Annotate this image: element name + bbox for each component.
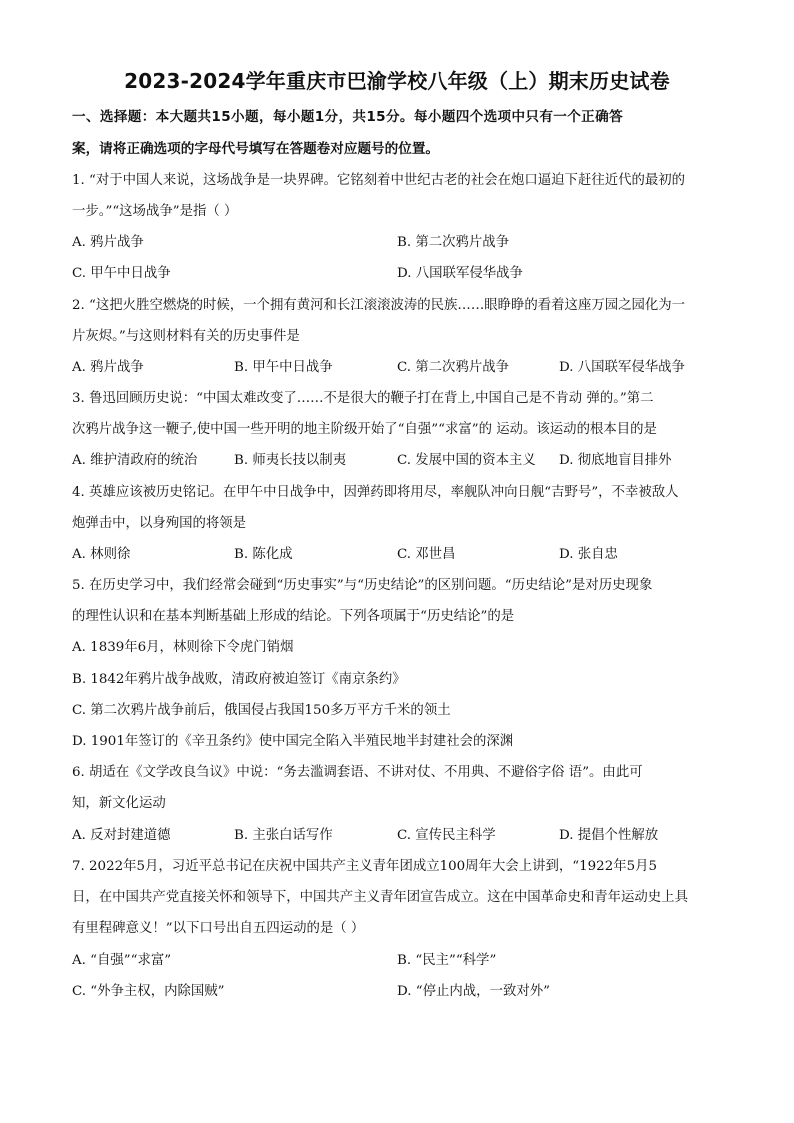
question-1-option-a[interactable]: A. 鸦片战争 xyxy=(72,235,144,250)
question-6-option-c[interactable]: C. 宣传民主科学 xyxy=(397,828,496,843)
question-7-option-d[interactable]: D. “停止内战，一致对外” xyxy=(397,984,550,999)
question-7-option-c[interactable]: C. “外争主权，内除国贼” xyxy=(72,984,225,999)
exam-title: 2023-2024学年重庆市巴渝学校八年级（上）期末历史试卷 xyxy=(124,69,670,93)
question-2-stem-line-2: 片灰烬。”与这则材料有关的历史事件是 xyxy=(72,329,300,344)
question-5-option-b[interactable]: B. 1842年鸦片战争战败，清政府被迫签订《南京条约》 xyxy=(72,672,406,687)
question-3-option-b[interactable]: B. 师夷长技以制夷 xyxy=(234,453,347,468)
question-6-option-b[interactable]: B. 主张白话写作 xyxy=(234,828,333,843)
question-2-option-a[interactable]: A. 鸦片战争 xyxy=(72,360,144,375)
question-7-option-b[interactable]: B. “民主”“科学” xyxy=(397,953,497,968)
question-1-stem-line-1: 1. “对于中国人来说，这场战争是一块界碑。它铭刻着中世纪古老的社会在炮口逼迫下赶往近代的最初的 xyxy=(72,173,686,188)
question-3-stem-line-1: 3. 鲁迅回顾历史说：“中国太难改变了……不是很大的鞭子打在背上,中国自己是不肯动 弹的。”第二 xyxy=(72,391,654,406)
question-5-option-c[interactable]: C. 第二次鸦片战争前后，俄国侵占我国150多万平方千米的领土 xyxy=(72,703,451,718)
question-7-stem-line-2: 日，在中国共产党直接关怀和领导下，中国共产主义青年团宣告成立。这在中国革命史和青年运动史上具 xyxy=(72,890,688,905)
question-5-option-d[interactable]: D. 1901年签订的《辛丑条约》使中国完全陷入半殖民地半封建社会的深渊 xyxy=(72,734,514,749)
question-6-stem-line-2: 知，新文化运动 xyxy=(72,796,166,811)
question-2-option-b[interactable]: B. 甲午中日战争 xyxy=(234,360,333,375)
question-3-option-d[interactable]: D. 彻底地盲目排外 xyxy=(559,453,672,468)
question-6-option-a[interactable]: A. 反对封建道德 xyxy=(72,828,171,843)
question-5-stem-line-1: 5. 在历史学习中，我们经常会碰到“历史事实”与“历史结论”的区别问题。“历史结论”是对历史现象 xyxy=(72,578,653,593)
question-4-option-b[interactable]: B. 陈化成 xyxy=(234,547,293,562)
question-6-option-d[interactable]: D. 提倡个性解放 xyxy=(559,828,659,843)
question-4-stem-line-1: 4. 英雄应该被历史铭记。在甲午中日战争中，因弹药即将用尽，率舰队冲向日舰“吉野号”，不幸被敌人 xyxy=(72,485,679,500)
question-1-stem-line-2: 一步。”“这场战争”是指（ ） xyxy=(72,204,238,219)
section-instruction-line-2: 案，请将正确选项的字母代号填写在答题卷对应题号的位置。 xyxy=(72,141,440,157)
question-5-stem-line-2: 的理性认识和在基本判断基础上形成的结论。下列各项属于“历史结论”的是 xyxy=(72,609,515,624)
question-3-stem-line-2: 次鸦片战争这一鞭子,使中国一些开明的地主阶级开始了“自强”“求富”的 运动。该运动的根本目的是 xyxy=(72,422,657,437)
question-1-option-c[interactable]: C. 甲午中日战争 xyxy=(72,266,171,281)
question-3-option-c[interactable]: C. 发展中国的资本主义 xyxy=(397,453,536,468)
question-6-stem-line-1: 6. 胡适在《文学改良刍议》中说：“务去滥调套语、不讲对仗、不用典、不避俗字俗 语”。由此可 xyxy=(72,765,643,780)
question-2-option-d[interactable]: D. 八国联军侵华战争 xyxy=(559,360,685,375)
question-5-option-a[interactable]: A. 1839年6月，林则徐下令虎门销烟 xyxy=(72,640,294,655)
question-1-option-d[interactable]: D. 八国联军侵华战争 xyxy=(397,266,523,281)
question-4-option-a[interactable]: A. 林则徐 xyxy=(72,547,131,562)
question-7-option-a[interactable]: A. “自强”“求富” xyxy=(72,953,172,968)
question-2-option-c[interactable]: C. 第二次鸦片战争 xyxy=(397,360,510,375)
question-1-option-b[interactable]: B. 第二次鸦片战争 xyxy=(397,235,510,250)
section-instruction-line-1: 一、选择题：本大题共15小题，每小题1分，共15分。每小题四个选项中只有一个正确答 xyxy=(72,109,624,125)
question-4-option-d[interactable]: D. 张自忠 xyxy=(559,547,618,562)
question-3-option-a[interactable]: A. 维护清政府的统治 xyxy=(72,453,198,468)
question-4-option-c[interactable]: C. 邓世昌 xyxy=(397,547,456,562)
question-7-stem-line-1: 7. 2022年5月，习近平总书记在庆祝中国共产主义青年团成立100周年大会上讲到，“1922年5月5 xyxy=(72,859,658,874)
question-2-stem-line-1: 2. “这把火胜空燃烧的时候，一个拥有黄河和长江滚滚波涛的民族……眼睁睁的看着这座万园之园化为一 xyxy=(72,298,686,313)
question-4-stem-line-2: 炮弹击中，以身殉国的将领是 xyxy=(72,516,247,531)
question-7-stem-line-3: 有里程碑意义！”以下口号出自五四运动的是（ ） xyxy=(72,921,365,936)
